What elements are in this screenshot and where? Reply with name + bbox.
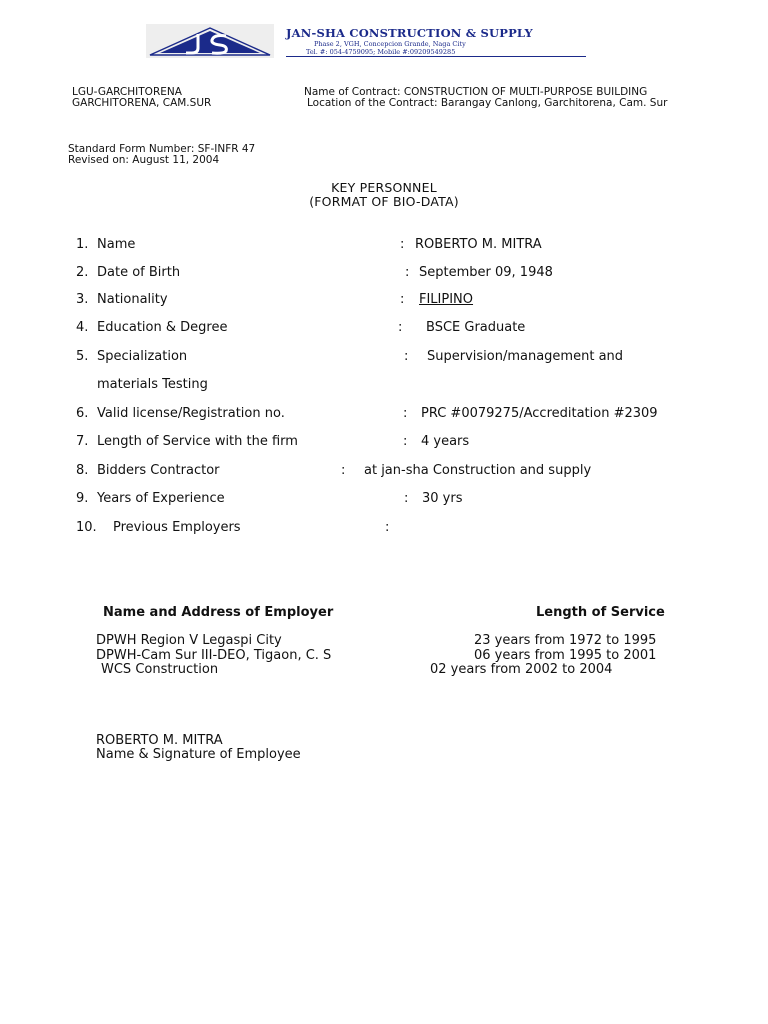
item-label: Name (97, 237, 136, 252)
company-logo (146, 24, 274, 58)
letterhead-rule (286, 56, 586, 57)
item-number: 2. (76, 265, 89, 280)
item-label: Bidders Contractor (97, 463, 220, 478)
item-number: 4. (76, 320, 89, 335)
page-subtitle: (FORMAT OF BIO-DATA) (309, 194, 459, 209)
employer-length: 02 years from 2002 to 2004 (430, 662, 613, 677)
item-label: Education & Degree (97, 320, 228, 335)
item-value-specialization-cont: materials Testing (97, 377, 208, 392)
letterhead (146, 24, 586, 60)
company-address: Phase 2, VGH, Concepcion Grande, Naga City (314, 40, 466, 48)
item-separator: : (403, 434, 408, 449)
employer-name: DPWH Region V Legaspi City (96, 633, 282, 648)
item-label: Date of Birth (97, 265, 181, 280)
item-separator: : (404, 491, 409, 506)
item-number: 7. (76, 434, 89, 449)
signature-caption: Name & Signature of Employee (96, 747, 301, 762)
signature-name: ROBERTO M. MITRA (96, 733, 223, 748)
item-label: Length of Service with the firm (97, 434, 298, 449)
item-number: 1. (76, 237, 89, 252)
item-label: Previous Employers (113, 520, 241, 535)
employer-name-header: Name and Address of Employer (103, 605, 334, 620)
item-separator: : (400, 292, 405, 307)
item-number: 8. (76, 463, 89, 478)
item-separator: : (385, 520, 390, 535)
item-value-specialization: Supervision/management and (427, 349, 624, 364)
form-number: Standard Form Number: SF-INFR 47 (68, 143, 256, 155)
item-number: 10. (76, 520, 97, 535)
item-separator: : (400, 237, 405, 252)
item-value-license: PRC #0079275/Accreditation #2309 (421, 406, 658, 421)
page-title: KEY PERSONNEL (331, 180, 437, 195)
item-value-service: 4 years (421, 434, 470, 449)
item-number: 5. (76, 349, 89, 364)
item-separator: : (341, 463, 346, 478)
company-name: JAN-SHA CONSTRUCTION & SUPPLY (286, 26, 533, 40)
item-number: 3. (76, 292, 89, 307)
employer-length: 06 years from 1995 to 2001 (474, 648, 657, 663)
item-label: Years of Experience (97, 491, 225, 506)
item-number: 9. (76, 491, 89, 506)
item-separator: : (403, 406, 408, 421)
revised-date: Revised on: August 11, 2004 (68, 154, 220, 166)
item-label: Specialization (97, 349, 188, 364)
lgu-name: LGU-GARCHITORENA (72, 86, 182, 98)
item-value-name: ROBERTO M. MITRA (415, 237, 542, 252)
length-of-service-header: Length of Service (536, 605, 665, 620)
employer-length: 23 years from 1972 to 1995 (474, 633, 657, 648)
lgu-location: GARCHITORENA, CAM.SUR (72, 97, 212, 109)
item-label: Valid license/Registration no. (97, 406, 285, 421)
employer-name: WCS Construction (101, 662, 219, 677)
item-value-dob: September 09, 1948 (419, 265, 553, 280)
item-label: Nationality (97, 292, 168, 307)
item-number: 6. (76, 406, 89, 421)
contract-name: Name of Contract: CONSTRUCTION OF MULTI-PURPOSE BUILDING (304, 86, 648, 98)
item-value-experience: 30 yrs (422, 491, 463, 506)
item-separator: : (405, 265, 410, 280)
item-separator: : (398, 320, 403, 335)
item-value-education: BSCE Graduate (426, 320, 526, 335)
item-separator: : (404, 349, 409, 364)
employer-name: DPWH-Cam Sur III-DEO, Tigaon, C. S (96, 648, 332, 663)
company-phone: Tel. #: 054-4759095; Mobile #:09209549285 (306, 48, 456, 56)
item-value-nationality: FILIPINO (419, 292, 474, 307)
item-value-contractor: at jan-sha Construction and supply (364, 463, 592, 478)
contract-location: Location of the Contract: Barangay Canlong, Garchitorena, Cam. Sur (307, 97, 668, 109)
